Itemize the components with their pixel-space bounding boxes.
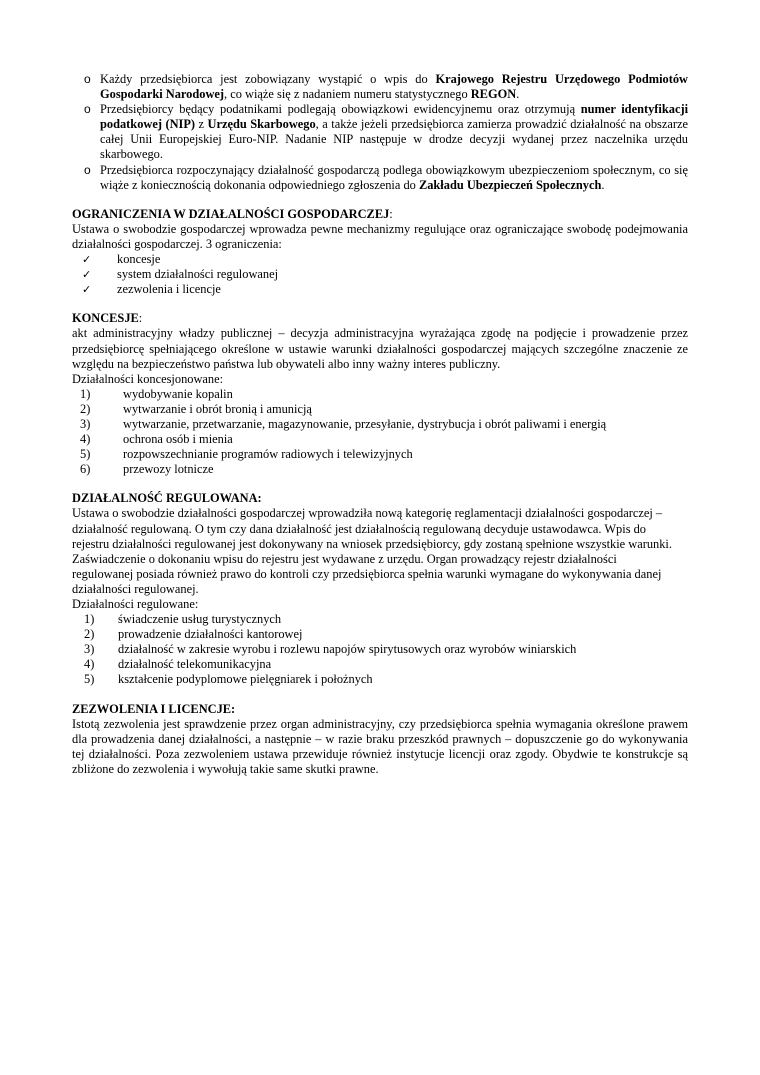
section-text: Ustawa o swobodzie gospodarczej wprowadza pewne mechanizmy regulujące oraz ograniczające swobodę podejmowania działalności gospodarczej. 3 ograniczenia: [72,221,688,251]
section-text: akt administracyjny władzy publicznej – decyzja administracyjna wyrażająca zgodę na podjęcie i prowadzenie przez przedsiębiorcę spełniającego określone w ustawie warunki działalności gospodarczej mających szczególne znaczenie ze względu na bezpieczeństwo państwa lub obywateli albo inny ważny interes publiczny. [72,326,688,371]
section-zezwolenia [72,702,688,777]
check-list [72,252,688,297]
list-item: 3) wytwarzanie, przetwarzanie, magazynowanie, przesyłanie, dystrybucja i obrót paliwami i energią [80,416,607,431]
list-item: 5) kształcenie podyplomowe pielęgniarek i położnych [84,672,373,687]
list-item: 2) prowadzenie działalności kantorowej [84,627,303,642]
list-item: o Przedsiębiorca rozpoczynający działalność gospodarczą podlega obowiązkowym ubezpieczeniom społecznym, co się wiąże z koniecznością dokonania odpowiedniego zgłoszenia do Zakładu Ubezpieczeń Społecznych. [84,162,688,192]
checkmark-icon: ✓ [82,268,92,282]
intro-list [72,72,688,193]
list-item: 4) ochrona osób i mienia [80,432,233,447]
list-item: 2) wytwarzanie i obrót bronią i amunicją [80,401,312,416]
list-item: 5) rozpowszechnianie programów radiowych i telewizyjnych [80,447,413,462]
checkmark-icon: ✓ [82,253,92,267]
document-page [72,72,688,777]
list-item: ✓ koncesje [82,252,161,267]
circle-bullet-icon: o [84,162,91,177]
checkmark-icon: ✓ [82,283,92,297]
list-item: ✓ zezwolenia i licencje [82,282,221,297]
section-heading: OGRANICZENIA W DZIAŁALNOŚCI GOSPODARCZEJ: [72,206,393,221]
numbered-list [72,387,688,478]
list-item: 4) działalność telekomunikacyjna [84,657,272,672]
section-text: Ustawa o swobodzie działalności gospodarczej wprowadziła nową kategorię reglamentacji działalności gospodarczej – działalność regulowaną. O tym czy dana działalność jest działalnością regulowaną decyduje ustawodawca. Wpis do rejestru działalności regulowanej jest dokonywany na wniosek przedsiębiorcy, gdy zostaną spełnione wszystkie warunki. Zaświadczenie o dokonaniu wpisu do rejestru jest wydawane z urzędu. Organ prowadzący rejestr działalności regulowanej posiada również prawo do kontroli czy przedsiębiorca spełnia warunki wymagane do wykonywania danej działalności regulowanej. [72,506,672,596]
list-item: o Każdy przedsiębiorca jest zobowiązany wystąpić o wpis do Krajowego Rejestru Urzędowego Podmiotów Gospodarki Narodowej, co wiąże się z nadaniem numeru statystycznego REGON. [84,72,688,102]
list-item: 3) działalność w zakresie wyrobu i rozlewu napojów spirytusowych oraz wyrobów winiarskich [84,642,577,657]
numbered-list [72,612,688,687]
circle-bullet-icon: o [84,72,91,86]
section-heading: DZIAŁALNOŚĆ REGULOWANA: [72,491,262,506]
section-ograniczenia [72,207,688,298]
list-item: 6) przewozy lotnicze [80,462,214,477]
circle-bullet-icon: o [84,102,91,117]
section-text: Istotą zezwolenia jest sprawdzenie przez organ administracyjny, czy przedsiębiorca spełnia wymagania określone prawem dla prowadzenia danej działalności, a następnie – w razie braku przeszkód prawnych – dopuszczenie go do wykonywania tej działalności. Poza zezwoleniem ustawa przewiduje również instytucje licencji oraz zgody. Obydwie te konstrukcje są zbliżone do zezwolenia i wywołują takie same skutki prawne. [72,716,688,776]
list-label: Działalności koncesjonowane: [72,371,224,386]
section-regulowana [72,491,688,687]
section-koncesje [72,311,688,477]
section-heading: KONCESJE: [72,311,143,326]
list-item: ✓ system działalności regulowanej [82,267,279,282]
list-item: o Przedsiębiorcy będący podatnikami podlegają obowiązkowi ewidencyjnemu oraz otrzymują numer identyfikacji podatkowej (NIP) z Urzędu Skarbowego, a także jeżeli przedsiębiorca zamierza prowadzić działalność na obszarze całej Unii Europejskiej Euro-NIP. Nadanie NIP następuje w drodze decyzji wydanej przez naczelnika urzędu skarbowego. [84,102,689,162]
list-item: 1) świadczenie usług turystycznych [84,612,282,627]
list-item: 1) wydobywanie kopalin [80,386,233,401]
list-label: Działalności regulowane: [72,597,199,611]
section-heading: ZEZWOLENIA I LICENCJE: [72,701,236,716]
